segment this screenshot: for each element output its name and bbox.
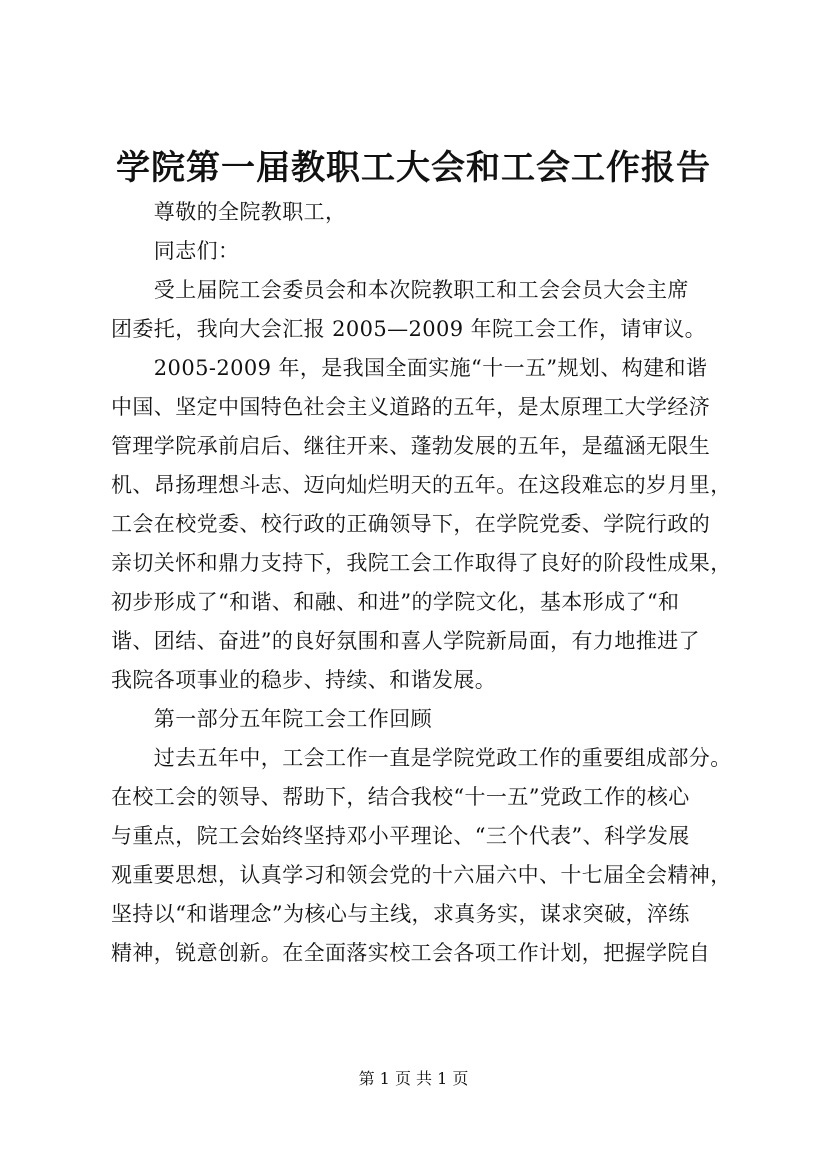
text-line: 团委托，我向大会汇报 2005—2009 年院工会工作，请审议。 bbox=[111, 317, 707, 341]
text-line: 谐、团结、奋进”的良好氛围和喜人学院新局面，有力地推进了 bbox=[111, 629, 700, 653]
text-line: 坚持以“和谐理念”为核心与主线，求真务实，谋求突破，淬练 bbox=[111, 902, 690, 926]
text-line: 初步形成了“和谐、和融、和进”的学院文化，基本形成了“和 bbox=[111, 590, 680, 614]
text-line: 中国、坚定中国特色社会主义道路的五年，是太原理工大学经济 bbox=[111, 395, 711, 419]
document-title: 学院第一届教职工大会和工会工作报告 bbox=[116, 148, 711, 188]
text-line: 管理学院承前启后、继往开来、蓬勃发展的五年，是蕴涵无限生 bbox=[111, 434, 711, 458]
text-line: 观重要思想，认真学习和领会党的十六届六中、十七届全会精神， bbox=[111, 863, 732, 887]
text-line: 亲切关怀和鼎力支持下，我院工会工作取得了良好的阶段性成果， bbox=[111, 551, 732, 575]
section-heading: 第一部分五年院工会工作回顾 bbox=[111, 707, 432, 731]
text-line: 2005-2009 年，是我国全面实施“十一五”规划、构建和谐 bbox=[111, 356, 708, 380]
text-line: 工会在校党委、校行政的正确领导下，在学院党委、学院行政的 bbox=[111, 512, 711, 536]
text-line: 受上届院工会委员会和本次院教职工和工会会员大会主席 bbox=[111, 278, 689, 302]
text-line: 精神，锐意创新。在全面落实校工会各项工作计划，把握学院自 bbox=[111, 941, 711, 965]
text-line: 与重点，院工会始终坚持邓小平理论、“三个代表”、科学发展 bbox=[111, 824, 690, 848]
document-body bbox=[111, 167, 736, 973]
text-line: 过去五年中，工会工作一直是学院党政工作的重要组成部分。 bbox=[111, 746, 732, 770]
text-line: 同志们： bbox=[111, 239, 240, 263]
body-text bbox=[111, 193, 736, 973]
text-line: 尊敬的全院教职工， bbox=[111, 200, 347, 224]
text-line: 我院各项事业的稳步、持续、和谐发展。 bbox=[111, 668, 497, 692]
text-line: 机、昂扬理想斗志、迈向灿烂明天的五年。在这段难忘的岁月里， bbox=[111, 473, 732, 497]
text-line: 在校工会的领导、帮助下，结合我校“十一五”党政工作的核心 bbox=[111, 785, 690, 809]
page-footer: 第 1 页 共 1 页 bbox=[358, 1069, 469, 1088]
